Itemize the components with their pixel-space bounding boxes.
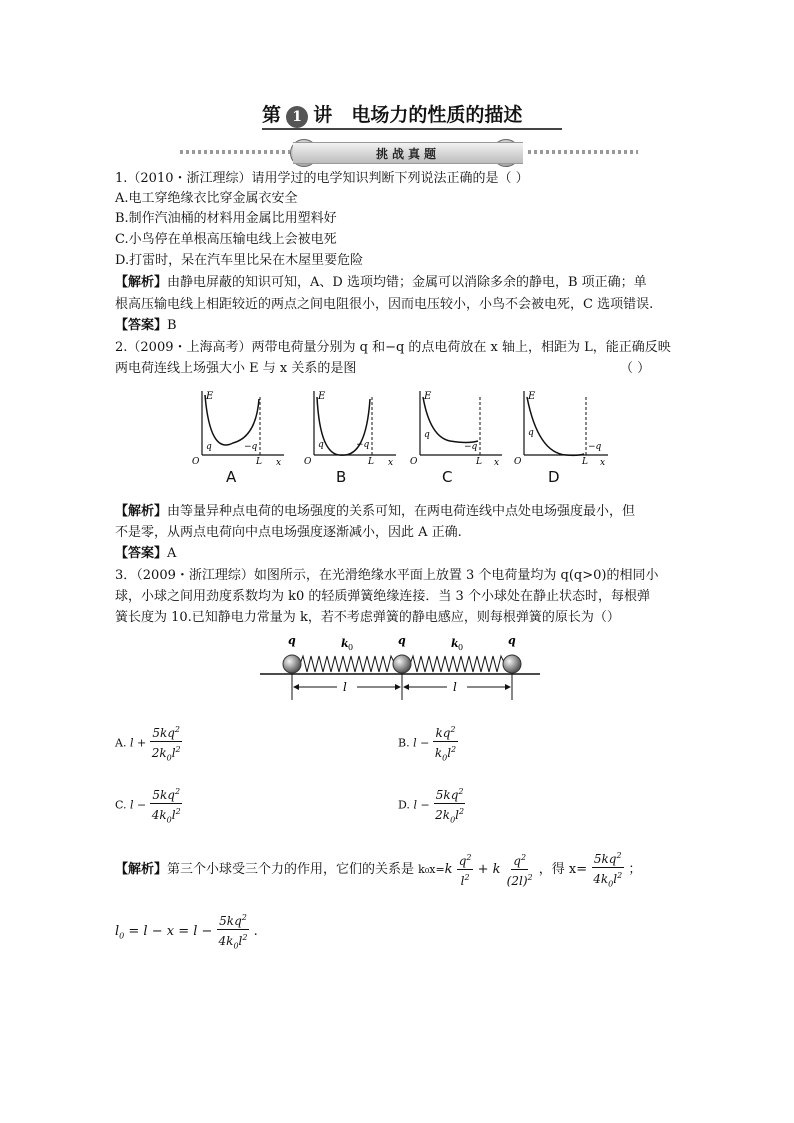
graph-b-e-label: E (318, 391, 326, 402)
q2-answer-value: A (167, 546, 177, 561)
ball-3-label: q (508, 634, 516, 647)
banner-stripe-left (180, 150, 290, 154)
graph-c (410, 385, 510, 465)
q3-analysis-text: 第三个小球受三个力的作用，它们的关系是 (167, 862, 415, 878)
spring-1-k-sub: 0 (348, 643, 354, 652)
q3-option-b-letter: B. (398, 736, 410, 750)
spring-1-k: k (341, 637, 349, 650)
q3-stem-line2: 球，小球之间用劲度系数均为 k0 的轻质弹簧绝缘连接．当 3 个小球处在静止状态时，每根弹 (115, 589, 650, 604)
q2-answer (115, 544, 176, 564)
q2-answer-tag: 【答案】 (115, 546, 168, 561)
ball-1 (283, 655, 301, 673)
arrow-1b (395, 684, 401, 690)
title-underline (262, 128, 562, 130)
length-label-1: l (343, 680, 347, 694)
graph-c-o-label: O (410, 457, 418, 465)
spring-figure (255, 630, 545, 708)
graph-a (188, 385, 288, 465)
q2-bracket: （ ） (620, 361, 651, 376)
q3-analysis-kx: k₀x= (418, 863, 445, 877)
graph-c-negq-label: −q (464, 442, 478, 452)
graph-c-e-label: E (424, 391, 432, 402)
ball-2-label: q (398, 634, 406, 647)
q3-stem-line1: 3．（2009・浙江理综）如图所示，在光滑绝缘水平面上放置 3 个电荷量均为 q(q>0)的相同小 (115, 568, 659, 583)
graph-c-letter: C (442, 468, 453, 486)
q1-analysis-line1: 由静电屏蔽的知识可知，A、D 选项均错；金属可以消除多余的静电，B 项正确；单 (167, 275, 647, 290)
q2-stem-line2: 两电荷连线上场强大小 E 与 x 关系的是图 (115, 361, 357, 376)
graph-b-x-label: x (388, 458, 394, 465)
graph-a-curve (205, 395, 259, 445)
q3-option-d-letter: D. (398, 798, 410, 812)
graph-d (514, 385, 614, 465)
q1-option-b: B.制作汽油桶的材料用金属比用塑料好 (115, 211, 337, 226)
graph-c-x-label: x (494, 458, 500, 465)
page-title: 电场力的性质的描述 (351, 104, 523, 126)
q1-analysis-line2: 根高压输电线上相距较近的两点之间电阻很小，因而电压较小，小鸟不会被电死，C 选项错误. (115, 297, 654, 312)
q2-analysis-line1: 由等量异种点电荷的电场强度的关系可知，在两电荷连线中点处电场强度最小，但 (167, 504, 636, 519)
ball-2 (393, 655, 411, 673)
graph-d-q-label: q (528, 428, 534, 438)
graph-d-curve (527, 397, 584, 455)
graph-d-negq-label: −q (588, 442, 602, 452)
lecture-suffix: 讲 (313, 104, 333, 126)
ball-1-label: q (288, 634, 296, 647)
graph-a-q-label: q (206, 442, 212, 452)
lecture-title (262, 100, 562, 136)
graph-a-x-label: x (276, 458, 282, 465)
graph-b (304, 385, 404, 465)
section-banner (293, 142, 523, 164)
q1-answer (115, 316, 177, 336)
spring-2-k-sub: 0 (458, 643, 464, 652)
q3-stem-line3: 簧长度为 10.已知静电力常量为 k，若不考虑弹簧的静电感应，则每根弹簧的原长为（） (115, 610, 620, 625)
q3-option-a: A. l + $\frac{5kq^2}{2k_0l^2}$ (115, 722, 183, 765)
length-label-2: l (453, 680, 457, 694)
lecture-prefix: 第 (262, 104, 282, 126)
graph-d-l-label: L (582, 457, 588, 465)
graph-b-l-label: L (368, 457, 374, 465)
q3-option-a-letter: A. (115, 736, 127, 750)
graph-b-negq-label: −q (356, 440, 370, 450)
graph-b-o-label: O (304, 457, 312, 465)
graph-c-q-label: q (424, 430, 430, 440)
q3-option-c-letter: C. (115, 798, 127, 812)
lecture-number: 1 (286, 106, 308, 128)
graph-c-curve (423, 397, 478, 443)
q2-analysis-tag: 【解析】 (115, 504, 168, 519)
q1-stem: 1.（2010・浙江理综）请用学过的电学知识判断下列说法正确的是（ ） (115, 171, 529, 186)
graph-a-l-label: L (256, 457, 262, 465)
ball-3 (503, 655, 521, 673)
graph-d-e-label: E (528, 391, 536, 402)
arrow-2a (403, 684, 409, 690)
q1-analysis (115, 273, 647, 293)
q2-analysis-line2: 不是零，从两点电荷向中点电场强度逐渐减小，因此 A 正确. (115, 525, 462, 540)
q1-option-d: D.打雷时，呆在汽车里比呆在木屋里要危险 (115, 253, 364, 268)
q3-final-formula: $l_0 = l - x = l$ − $\frac{5kq^2}{4k_0l^2}$ . (115, 910, 258, 953)
q1-option-a: A.电工穿绝缘衣比穿金属衣安全 (115, 191, 298, 206)
q2-analysis (115, 502, 635, 522)
q3-option-d: D. l − $\frac{5kq^2}{2k_0l^2}$ (398, 784, 466, 827)
arrow-2b (505, 684, 511, 690)
q1-answer-tag: 【答案】 (115, 318, 168, 333)
q3-analysis-tag: 【解析】 (115, 862, 168, 878)
graph-a-o-label: O (192, 457, 200, 465)
q3-analysis: 【解析】第三个小球受三个力的作用，它们的关系是 k₀x=k $\frac{q^2}{l^2}$ + k $\frac{q^2}{(2l)^2}$ ，得 x= $\frac{5kq^2}{4k_0l^2}$ ； (115, 848, 641, 891)
spring-left (300, 656, 395, 672)
q1-answer-value: B (167, 318, 177, 333)
q2-stem-line1: 2.（2009・上海高考）两带电荷量分别为 q 和−q 的点电荷放在 x 轴上，相距为 L，能正确反映 (115, 340, 671, 355)
q1-analysis-tag: 【解析】 (115, 275, 168, 290)
graph-a-e-label: E (206, 391, 214, 402)
graph-d-x-label: x (600, 458, 606, 465)
arrow-1a (293, 684, 299, 690)
q1-option-c: C.小鸟停在单根高压输电线上会被电死 (115, 232, 337, 247)
graph-a-negq-label: −q (244, 442, 258, 452)
spring-right (410, 656, 505, 672)
q3-option-b: B. l − $\frac{kq^2}{k_0l^2}$ (398, 722, 458, 765)
graph-d-letter: D (548, 468, 560, 486)
banner-stripe-right (528, 150, 638, 154)
q3-option-c: C. l − $\frac{5kq^2}{4k_0l^2}$ (115, 784, 183, 827)
graph-a-letter: A (226, 468, 237, 486)
graph-b-letter: B (336, 468, 347, 486)
graph-d-o-label: O (514, 457, 522, 465)
spring-2-k: k (451, 637, 459, 650)
banner-label: 挑战真题 (375, 147, 440, 161)
graph-b-q-label: q (318, 440, 324, 450)
graph-c-l-label: L (476, 457, 482, 465)
q3-analysis-mid: ，得 x= (538, 862, 588, 878)
q3-analysis-end: ； (628, 862, 642, 878)
